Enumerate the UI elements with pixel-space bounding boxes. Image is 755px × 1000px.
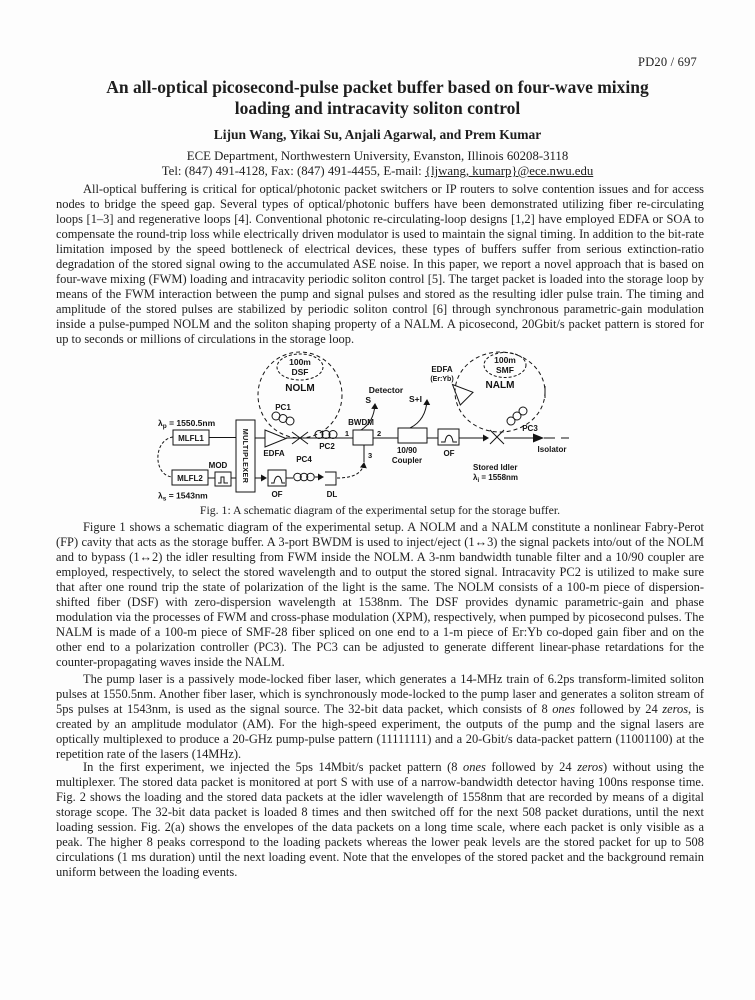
detector-label: Detector — [368, 385, 404, 395]
mlfl2-label: MLFL2 — [177, 474, 203, 483]
pump-wavelength-label: $\lambda_p = 1550.5nm$ — [158, 418, 216, 430]
email-link[interactable]: {ljwang, kumarp}@ece.nwu.edu — [424, 164, 594, 178]
figure-1-schematic — [55, 346, 705, 504]
paragraph-2: Figure 1 shows a schematic diagram of the experimental setup. A NOLM and a NALM constitute a nonlinear Fabry-Perot (FP) cavity that acts as the storage buffer. A 3-port BWDM is used to inject/eject (1↔3) the signal packets into/out of the NOLM and to bypass (1↔2) the idler resulting from FWM inside the NOLM. A 3-nm bandwidth tunable filter and a 10/90 coupler are employed, respectively, to select the stored wavelength and to output the stored signal. Intracavity PC2 is utilized to make sure that after one round trip the state of polarization of the light is the same. The NOLM consists of a 100-m piece of dispersion-shifted fiber (DSF) with zero-dispersion wavelength at 1538nm. The DSF provides dynamic parametric-gain and phase modulation via the processes of FWM and cross-phase modulation (XPM), respectively, when pumped by picosecond pulses. The NALM is made of a 100-m piece of SMF-28 fiber spliced on one end to a 1-m piece of Er:Yb co-doped gain fiber and on the other end to a polarization controller (PC3). The PC3 can be adjusted to generate different linear-phase retardations for the counter-propagating waves inside the NALM. — [56, 520, 704, 669]
s-label: S — [365, 395, 371, 405]
dsf-label: DSF — [291, 367, 309, 377]
contact-prefix: Tel: (847) 491-4128, Fax: (847) 491-4455, E-mail: — [161, 164, 425, 178]
edfa1-label: EDFA — [263, 449, 285, 458]
s-plus-i-label: S+I — [409, 394, 422, 404]
bwdm-port1-label: 1 — [344, 429, 349, 438]
mod-label: MOD — [208, 461, 228, 470]
paragraph-3-italic-zeros: zeros — [662, 702, 689, 716]
stored-idler-label: Stored Idler — [473, 463, 518, 472]
pc3-label: PC3 — [522, 424, 538, 433]
paper-title — [0, 77, 755, 119]
smf-label: SMF — [496, 365, 514, 375]
bwdm-label: BWDM — [348, 418, 374, 427]
of1-label: OF — [443, 449, 455, 458]
of2-filter-glyph — [271, 476, 285, 483]
of1-filter-glyph — [441, 435, 457, 442]
dl-to-port3-line — [337, 463, 364, 478]
pc2-label: PC2 — [319, 442, 335, 451]
of2-label: OF — [271, 490, 283, 499]
edfa2-label: EDFA — [431, 365, 453, 374]
stored-idler-wavelength: $\lambda_i = 1558nm$ — [473, 473, 519, 484]
page-number: PD20 / 697 — [638, 55, 697, 69]
nalm-label: NALM — [485, 380, 515, 391]
coupler-ratio-label: 10/90 — [396, 446, 418, 455]
pc3-coil — [519, 407, 527, 415]
pc1-coil — [286, 417, 294, 425]
bwdm-box — [353, 430, 373, 445]
mod-box — [215, 472, 231, 486]
of2-box — [268, 470, 286, 486]
edfa2-amplifier — [453, 385, 474, 406]
multiplexer-label: MULTIPLEXER — [241, 428, 250, 484]
signal-plus-idler-arrow — [410, 400, 427, 428]
dl-label: DL — [326, 490, 338, 499]
of1-box — [438, 429, 459, 445]
mlfl1-label: MLFL1 — [178, 434, 204, 443]
nalm-coupler — [490, 430, 504, 444]
dsf-length-label: 100m — [289, 357, 311, 367]
paragraph-4 — [56, 760, 704, 880]
contact-line — [0, 164, 755, 179]
smf-length-label: 100m — [494, 355, 516, 365]
mod-pulse-glyph — [218, 477, 228, 483]
paragraph-4-text: followed by 24 — [485, 760, 578, 774]
figure-1-caption: Fig. 1: A schematic diagram of the experimental setup for the storage buffer. — [199, 503, 561, 517]
edfa1-amplifier — [265, 430, 286, 447]
affiliation: ECE Department, Northwestern University, Evanston, Illinois 60208-3118 — [186, 149, 569, 163]
isolator-symbol — [533, 434, 544, 443]
figure-1-svg — [55, 346, 705, 504]
dl-symbol — [325, 472, 336, 485]
paper-title-line2: loading and intracavity soliton control — [234, 98, 521, 118]
paragraph-4-text: In the first experiment, we injected the 5ps 14Mbit/s packet pattern (8 — [83, 760, 464, 774]
paragraph-3-text: followed by 24 — [575, 702, 663, 716]
paragraph-3-text: , is created by an amplitude modulator (AM). For the high-speed experiment, the outputs of the pump and the signal lasers are optically multiplexed to produce a 20-GHz pump-pulse pattern (11111111) and a 20-Gbit/s data-packet pattern (11001100) at the repetition rate of the lasers (14MHz). — [56, 702, 704, 761]
isolator-label: Isolator — [537, 445, 567, 454]
nolm-label: NOLM — [285, 383, 315, 394]
edfa2-gain-label: (Er:Yb) — [430, 376, 454, 383]
coupler-label: Coupler — [391, 456, 423, 465]
bwdm-port3-label: 3 — [368, 451, 373, 460]
bwdm-port2-label: 2 — [377, 429, 382, 438]
paragraph-4-text: ) without using the multiplexer. The stored data packet is monitored at port S with use of a narrow-bandwidth detector having 100ns response time. Fig. 2 shows the loading and the stored data packets at the idler wavelength of 1558nm that are recorded by means of a digital storage scope. The 32-bit data packet is loaded 8 times and then switched off for the next 508 packet durations, until the next loading session. Fig. 2(a) shows the envelopes of the data packets on a long time scale, where each packet is only visible as a peak. The higher 8 peaks correspond to the loading packets whereas the lower peak levels are the stored packet for up to 508 circulations (1 ms duration) until the next loading event. Note that the envelopes of the stored packet and the background remain uniform between the loading events. — [56, 760, 704, 879]
pc1-label: PC1 — [275, 403, 291, 412]
sync-link-line — [158, 437, 173, 477]
pc4-label: PC4 — [296, 455, 312, 464]
paragraph-3 — [56, 672, 704, 762]
paragraph-3-italic-ones: ones — [552, 702, 576, 716]
paragraph-1: All-optical buffering is critical for optical/photonic packet switchers or IP routers to solve contention issues and for access nodes to bridge the speed gap. Several types of optical/photonic buffers have been demonstrated utilizing fiber re-circulating loops [1–3] and regenerative loops [4]. Conventional photonic re-circulating-loop designs [1,2] have employed EDFA or SOA to compensate the round-trip loss while electrically driven modulator is used to maintain the signal timing. In addition to the bit-rate limitation imposed by the speed bottleneck of electrical devices, these types of buffers suffer from serious extinction-ratio degradation of the stored signal owing to the accumulated ASE noise. In this paper, we report a novel approach that is based on four-wave mixing (FWM) loading and intracavity periodic soliton control [5]. The target packet is loaded into the storage loop by means of the FWM interaction between the pump and signal pulses and stored as the resulting idler pulse train. The timing and amplitude of the stored pulses are stabilized by periodic soliton control [6] through synchronous parametric-gain modulation inside a pulse-pumped NOLM and the soliton shaping property of a NALM. A picosecond, 20Gbit/s packet pattern is stored for up to seconds or millions of circulations in the storage loop. — [56, 182, 704, 346]
signal-wavelength-label: $\lambda_s = 1543nm$ — [158, 490, 208, 503]
coupler-box — [398, 428, 427, 443]
paper-title-line1: An all-optical picosecond-pulse packet buffer based on four-wave mixing — [106, 77, 649, 97]
authors: Lijun Wang, Yikai Su, Anjali Agarwal, and Prem Kumar — [213, 127, 542, 142]
paragraph-3-text: The pump laser is a passively mode-locked fiber laser, which generates a 14-MHz train of 6.2ps transform-limited soliton pulses at 1550.5nm. Another fiber laser, which is synchronously mode-locked to the pump laser and generates a soliton stream of 5ps pulses at 1543nm, is used as the signal source. The 32-bit data packet, which consists of 8 — [56, 672, 704, 716]
paragraph-4-italic-zeros: zeros — [577, 760, 603, 774]
paragraph-4-italic-ones: ones — [463, 760, 486, 774]
